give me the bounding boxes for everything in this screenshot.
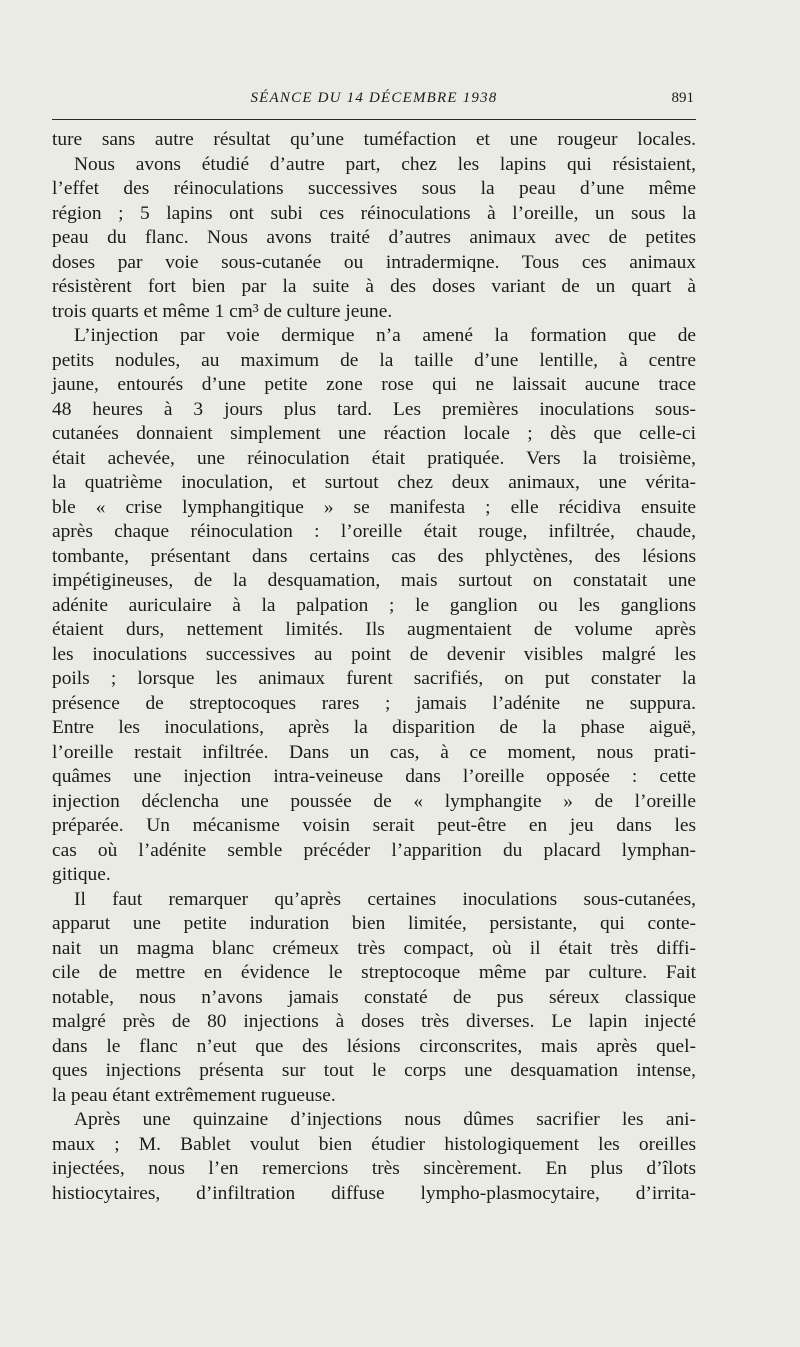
running-head: SÉANCE DU 14 DÉCEMBRE 1938 [250, 90, 498, 106]
text-line: notable, nous n’avons jamais constaté de pus séreux classique [52, 986, 696, 1008]
text-line: préparée. Un mécanisme voisin serait peut-être en jeu dans les [52, 815, 696, 836]
text-line: poils ; lorsque les animaux furent sacrifiés, on put constater la [52, 668, 696, 689]
text-line: région ; 5 lapins ont subi ces réinoculations à l’oreille, un sous la [52, 202, 696, 224]
page-header [52, 88, 696, 114]
text-line: dans le flanc n’eut que des lésions circonscrites, mais après quel- [52, 1035, 696, 1057]
text-line: peau du flanc. Nous avons traité d’autres animaux avec de petites [52, 227, 696, 248]
text-line: après chaque réinoculation : l’oreille était rouge, infiltrée, chaude, [52, 521, 696, 542]
text-line: gitique. [52, 864, 111, 885]
text-line: la quatrième inoculation, et surtout chez deux animaux, une vérita- [52, 472, 696, 493]
text-line: tombante, présentant dans certains cas des phlyctènes, des lésions [52, 545, 696, 567]
text-line: cutanées donnaient simplement une réaction locale ; dès que celle-ci [52, 423, 696, 444]
text-line: présence de streptocoques rares ; jamais l’adénite ne suppura. [52, 692, 696, 714]
text-line: l’effet des réinoculations successives sous la peau d’une même [52, 178, 696, 199]
text-line: L’injection par voie dermique n’a amené la formation que de [74, 325, 696, 346]
body-text [52, 128, 696, 1206]
text-line: cile de mettre en évidence le streptocoque même par culture. Fait [52, 962, 696, 983]
text-line: la peau étant extrêmement rugueuse. [52, 1084, 336, 1106]
text-line: résistèrent fort bien par la suite à des doses variant de un quart à [52, 276, 696, 297]
text-line: adénite auriculaire à la palpation ; le ganglion ou les ganglions [52, 594, 696, 616]
text-line: jaune, entourés d’une petite zone rose qui ne laissait aucune trace [52, 374, 696, 395]
text-line: apparut une petite induration bien limitée, persistante, qui conte- [52, 913, 696, 934]
text-line: 48 heures à 3 jours plus tard. Les premières inoculations sous- [52, 398, 696, 420]
text-line: Il faut remarquer qu’après certaines inoculations sous-cutanées, [74, 888, 696, 910]
text-line: malgré près de 80 injections à doses très diverses. Le lapin injecté [52, 1011, 696, 1032]
text-line: Entre les inoculations, après la disparition de la phase aiguë, [52, 717, 696, 738]
text-line: cas où l’adénite semble précéder l’apparition du placard lymphan- [52, 839, 696, 861]
text-line: Nous avons étudié d’autre part, chez les lapins qui résistaient, [74, 153, 696, 175]
text-line: l’oreille restait infiltrée. Dans un cas, à ce moment, nous prati- [52, 741, 696, 763]
text-line: maux ; M. Bablet voulut bien étudier histologiquement les oreilles [52, 1133, 696, 1155]
text-line: nait un magma blanc crémeux très compact, où il était très diffi- [52, 937, 696, 959]
text-line: injection déclencha une poussée de « lymphangite » de l’oreille [52, 790, 696, 812]
text-line: ble « crise lymphangitique » se manifesta ; elle récidiva ensuite [52, 496, 696, 518]
text-line: était achevée, une réinoculation était pratiquée. Vers la troisième, [52, 447, 696, 469]
text-line: les inoculations successives au point de devenir visibles malgré les [52, 643, 696, 665]
text-line: trois quarts et même 1 cm³ de culture jeune. [52, 300, 393, 322]
text-line: Après une quinzaine d’injections nous dûmes sacrifier les ani- [74, 1109, 696, 1130]
text-line: petits nodules, au maximum de la taille d’une lentille, à centre [52, 349, 696, 371]
text-line: impétigineuses, de la desquamation, mais surtout on constatait une [52, 570, 696, 591]
text-line: quâmes une injection intra-veineuse dans l’oreille opposée : cette [52, 766, 696, 787]
page-number: 891 [671, 90, 694, 106]
text-line: ture sans autre résultat qu’une tuméfaction et une rougeur locales. [52, 129, 696, 150]
text-line: ques injections présenta sur tout le corps une desquamation intense, [52, 1060, 696, 1081]
header-rule [52, 119, 696, 120]
text-line: étaient durs, nettement limités. Ils augmentaient de volume après [52, 619, 696, 640]
text-line: histiocytaires, d’infiltration diffuse lympho-plasmocytaire, d’irrita- [52, 1182, 696, 1204]
text-line: doses par voie sous-cutanée ou intradermiqne. Tous ces animaux [52, 251, 696, 273]
text-line: injectées, nous l’en remercions très sincèrement. En plus d’îlots [52, 1158, 696, 1179]
